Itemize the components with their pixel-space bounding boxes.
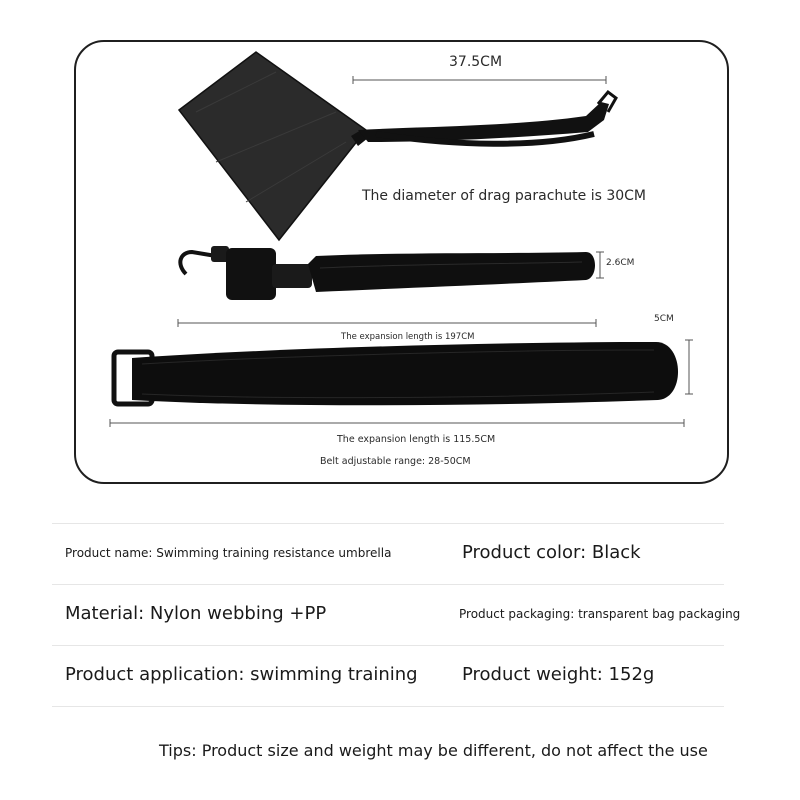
spec-product-color: Product color: Black — [462, 542, 641, 563]
parachute-strap — [358, 92, 616, 144]
drag-parachute — [179, 52, 368, 240]
belt-width-bracket — [685, 340, 693, 394]
strap-width-label: 2.6CM — [606, 258, 635, 268]
width-dimension-line — [353, 76, 606, 84]
strap-width-bracket — [596, 252, 604, 278]
spec-row — [52, 584, 741, 645]
spec-row — [52, 645, 724, 707]
spec-application: Product application: swimming training — [65, 664, 418, 685]
tether-strap — [180, 246, 595, 300]
belt-length-label: The expansion length is 115.5CM — [337, 434, 496, 445]
product-photo-frame — [74, 40, 729, 484]
spec-table — [52, 523, 741, 707]
tips-note: Tips: Product size and weight may be different, do not affect the use — [159, 741, 708, 760]
spec-material: Material: Nylon webbing +PP — [65, 603, 327, 624]
spec-weight: Product weight: 152g — [462, 664, 655, 685]
spec-product-name: Product name: Swimming training resistance umbrella — [65, 546, 392, 560]
belt-length-line — [110, 419, 684, 427]
parachute-width-label: 37.5CM — [449, 54, 503, 70]
spec-packaging: Product packaging: transparent bag packaging — [459, 607, 741, 621]
belt-range-label: Belt adjustable range: 28-50CM — [320, 456, 471, 467]
strap-length-label: The expansion length is 197CM — [341, 332, 475, 342]
waist-belt — [114, 342, 678, 405]
parachute-diameter-label: The diameter of drag parachute is 30CM — [362, 188, 647, 204]
spec-row — [52, 523, 724, 584]
strap-length-line — [178, 319, 596, 327]
belt-width-label: 5CM — [654, 314, 674, 324]
